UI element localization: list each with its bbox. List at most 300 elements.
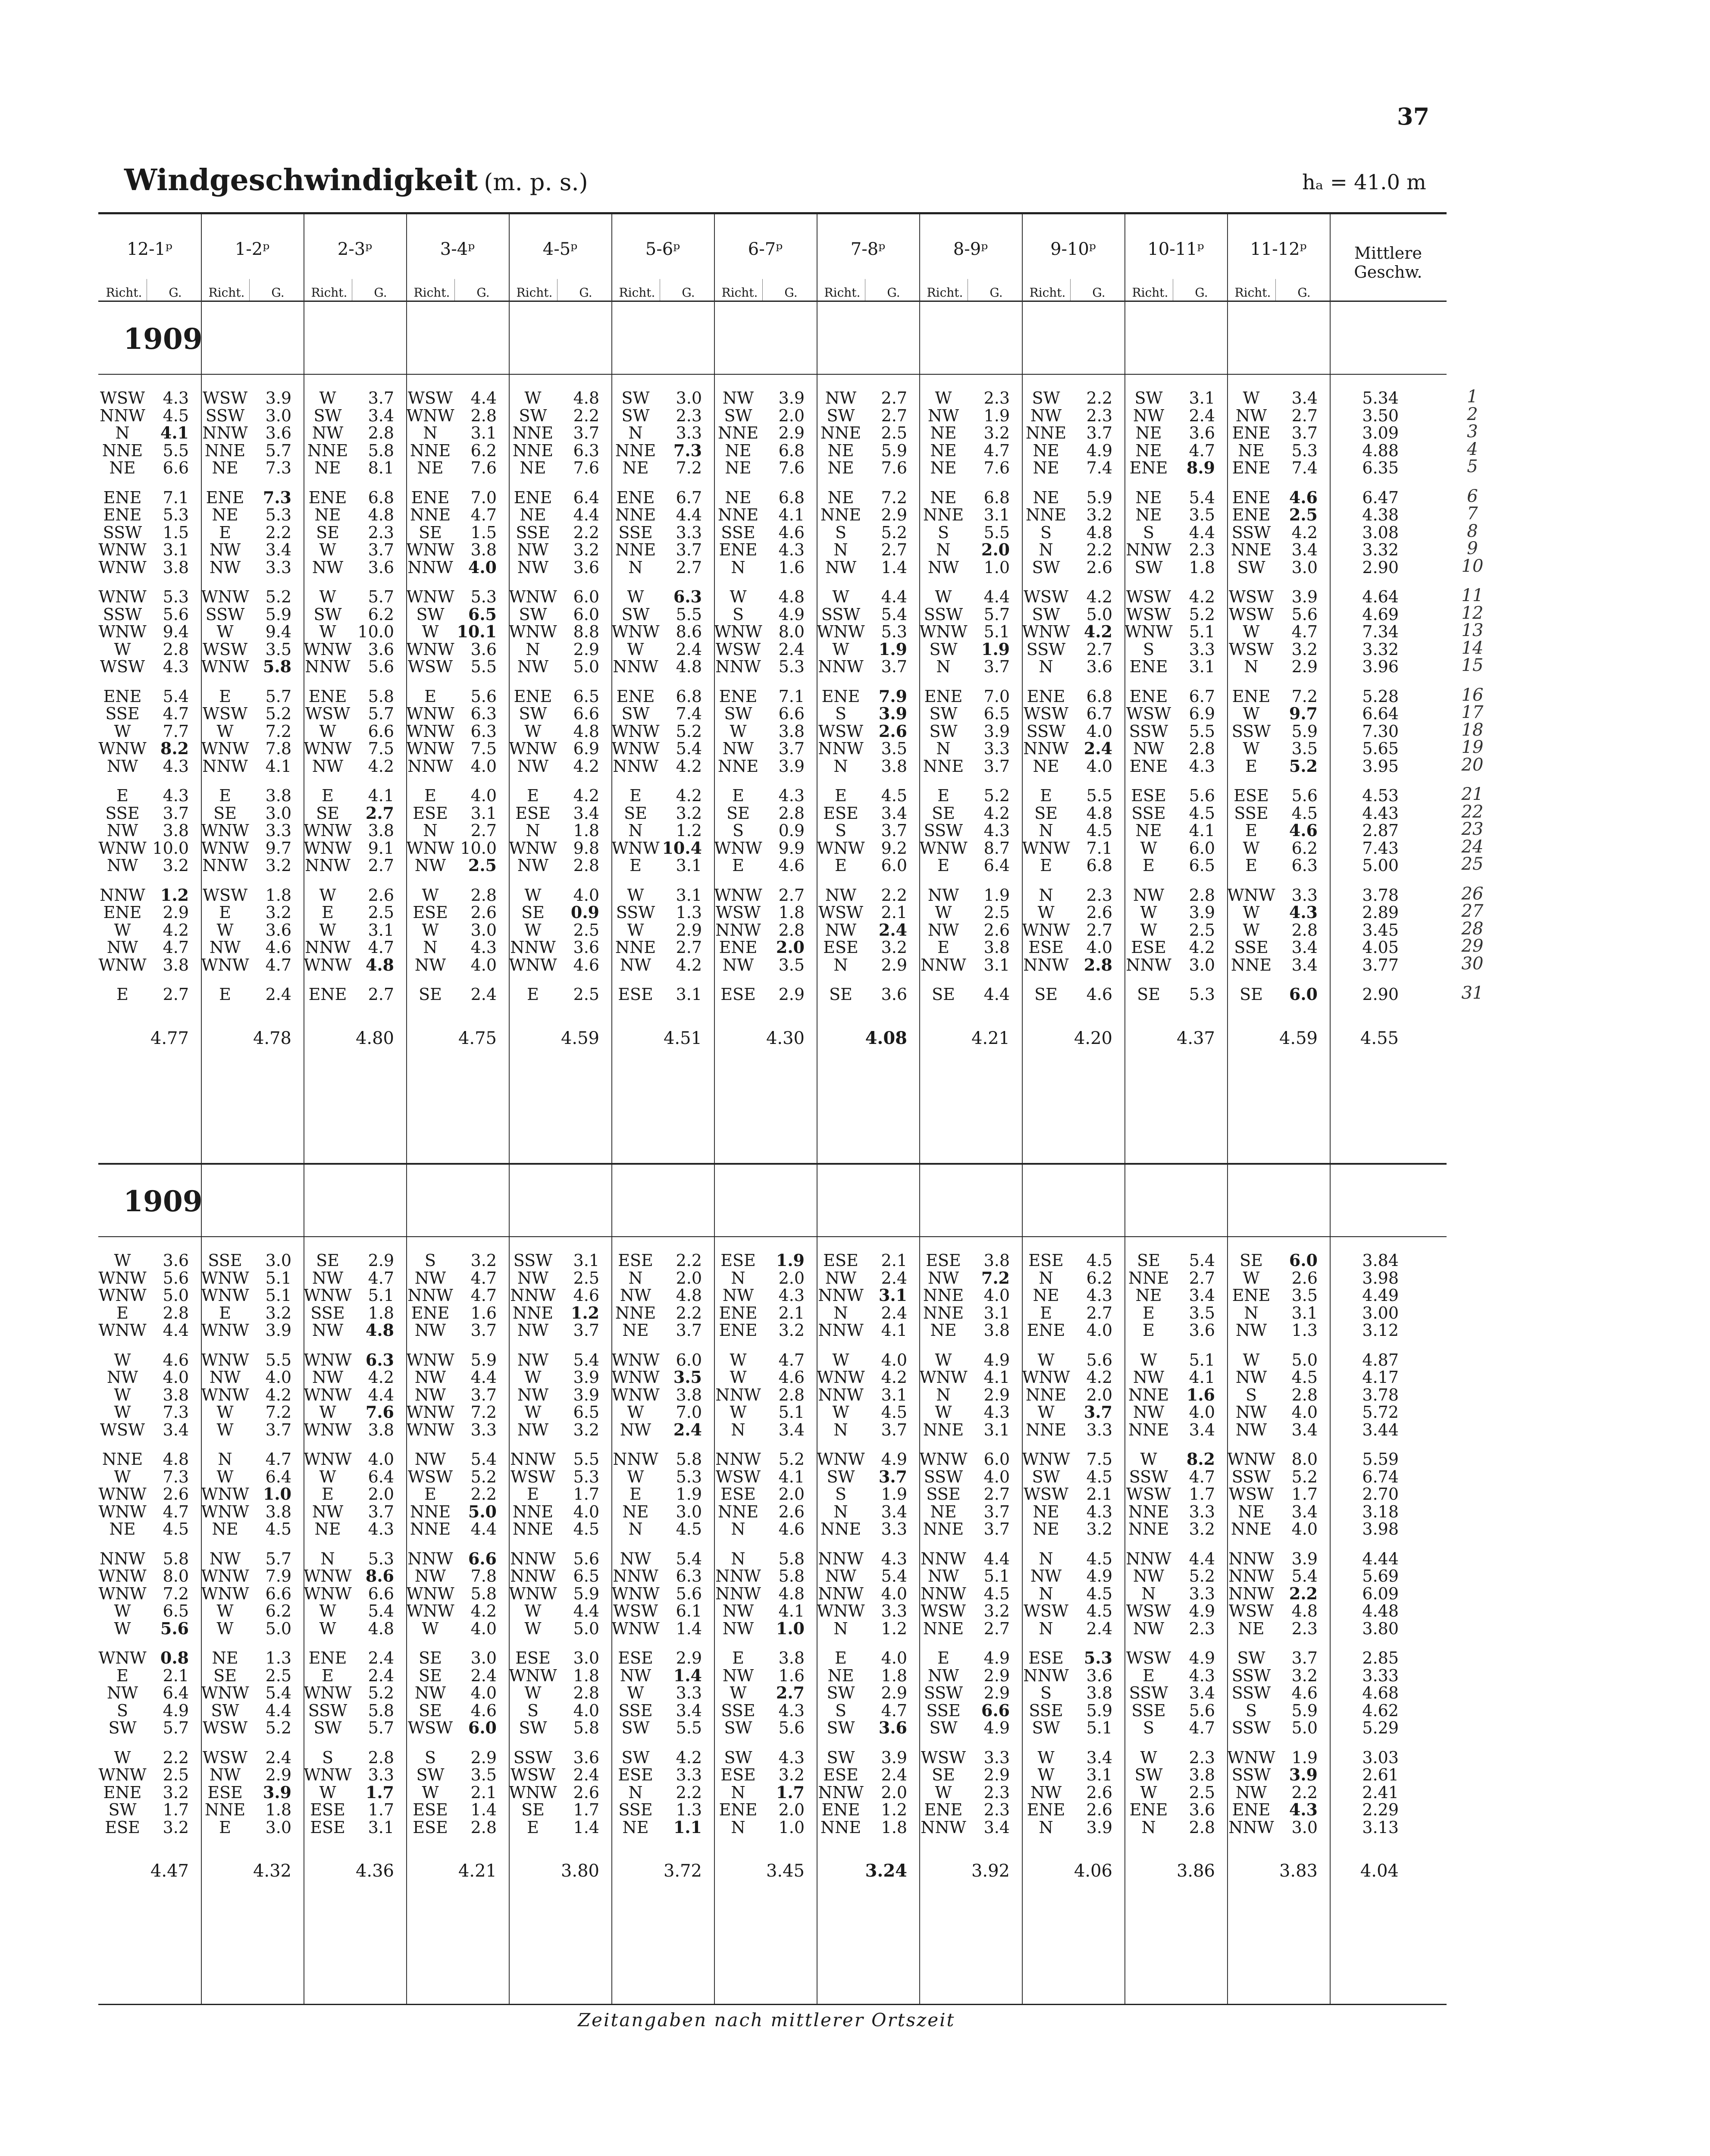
- direction-cell: NNW: [818, 1783, 864, 1802]
- sub-headers: [304, 285, 406, 300]
- direction-cell: NNE: [615, 505, 656, 524]
- direction-cell: SW: [313, 1718, 342, 1737]
- direction-cell: S: [1143, 1718, 1155, 1737]
- speed-cell: 3.1: [470, 803, 497, 823]
- speed-cell: 2.9: [983, 1765, 1010, 1784]
- direction-cell: N: [936, 739, 951, 758]
- speed-cell: 4.6: [1289, 821, 1318, 840]
- speed-cell: 1.9: [981, 639, 1010, 659]
- direction-cell: WNW: [98, 622, 147, 641]
- direction-cell: SSW: [1129, 721, 1168, 741]
- direction-cell: NE: [520, 458, 546, 477]
- speed-cell: 5.0: [573, 1619, 599, 1638]
- direction-cell: WSW: [1023, 1485, 1069, 1504]
- speed-cell: 2.7: [368, 985, 394, 1004]
- speed-cell: 3.8: [163, 558, 189, 577]
- direction-cell: E: [937, 856, 949, 875]
- direction-cell: NE: [1033, 1502, 1059, 1521]
- direction-cell: WNW: [201, 739, 249, 758]
- direction-cell: SW: [724, 1718, 752, 1737]
- direction-cell: ENE: [308, 985, 347, 1004]
- speed-cell: 6.0: [573, 605, 599, 624]
- direction-cell: NNE: [410, 441, 451, 460]
- direction-cell: NNE: [512, 1520, 554, 1539]
- mean-cell: 4.53: [1362, 786, 1399, 805]
- speed-cell: 1.2: [881, 1619, 907, 1638]
- table-row: [98, 804, 1447, 822]
- speed-cell: 3.2: [163, 1783, 189, 1802]
- speed-cell: 3.2: [778, 1321, 805, 1340]
- direction-cell: NNW: [1228, 1584, 1274, 1603]
- direction-cell: WNW: [201, 1286, 249, 1305]
- speed-cell: 2.6: [470, 903, 497, 922]
- direction-cell: W: [422, 622, 439, 641]
- speed-cell: 3.5: [1189, 1303, 1215, 1322]
- average-cell: 4.21: [458, 1861, 497, 1881]
- direction-cell: S: [1245, 1701, 1257, 1720]
- direction-cell: WNW: [304, 1584, 352, 1603]
- direction-cell: W: [216, 622, 234, 641]
- direction-cell: WNW: [98, 1286, 147, 1305]
- sub-headers: [714, 285, 817, 300]
- direction-cell: S: [732, 605, 744, 624]
- direction-cell: N: [731, 1783, 745, 1802]
- speed-cell: 5.5: [1086, 786, 1112, 805]
- speed-cell: 3.7: [573, 423, 599, 442]
- speed-cell: 4.3: [778, 1748, 805, 1767]
- speed-cell: 5.2: [1291, 1467, 1318, 1486]
- speed-cell: 4.2: [881, 1368, 907, 1387]
- direction-cell: SSW: [1026, 721, 1066, 741]
- direction-cell: SW: [929, 639, 958, 659]
- direction-cell: SSE: [310, 1303, 345, 1322]
- direction-cell: W: [524, 1601, 542, 1620]
- direction-cell: SE: [932, 803, 955, 823]
- speed-cell: 7.3: [673, 440, 702, 460]
- direction-cell: N: [731, 1818, 745, 1837]
- direction-cell: NNW: [818, 1321, 864, 1340]
- speed-cell: 5.0: [1291, 1718, 1318, 1737]
- direction-cell: ENE: [1027, 1800, 1065, 1819]
- direction-cell: S: [835, 1701, 847, 1720]
- direction-cell: N: [1141, 1818, 1156, 1837]
- speed-cell: 2.2: [1289, 1583, 1318, 1603]
- direction-cell: ENE: [206, 488, 244, 507]
- speed-cell: 4.4: [163, 1321, 189, 1340]
- direction-cell: NW: [414, 856, 446, 875]
- speed-cell: 4.5: [881, 786, 907, 805]
- direction-cell: NW: [517, 1385, 549, 1404]
- speed-cell: 5.3: [265, 505, 291, 524]
- direction-cell: S: [732, 821, 744, 840]
- mean-cell: 2.90: [1362, 558, 1399, 577]
- speed-cell: 5.6: [163, 1268, 189, 1288]
- speed-cell: 3.2: [1086, 505, 1112, 524]
- direction-cell: W: [1037, 903, 1055, 922]
- speed-cell: 4.4: [1189, 1549, 1215, 1568]
- direction-cell: NW: [209, 558, 241, 577]
- speed-cell: 3.7: [163, 803, 189, 823]
- speed-cell: 2.7: [983, 1485, 1010, 1504]
- direction-cell: NNW: [613, 1567, 658, 1586]
- direction-cell: W: [319, 622, 336, 641]
- speed-cell: 7.1: [1086, 838, 1112, 858]
- speed-cell: 5.0: [1086, 605, 1112, 624]
- direction-cell: W: [1243, 838, 1260, 858]
- margin-row-number: 9: [1467, 539, 1478, 558]
- direction-cell: W: [1243, 389, 1260, 407]
- speed-cell: 3.0: [573, 1648, 599, 1667]
- speed-cell: 7.6: [778, 458, 805, 477]
- speed-cell: 2.8: [163, 1303, 189, 1322]
- margin-row-number: 8: [1467, 521, 1478, 541]
- direction-cell: WNW: [201, 1321, 249, 1340]
- direction-cell: W: [1243, 1268, 1260, 1288]
- speed-cell: 4.5: [1189, 803, 1215, 823]
- direction-cell: ESE: [310, 1818, 345, 1837]
- speed-cell: 10.1: [457, 622, 497, 641]
- speed-cell: 5.2: [265, 704, 291, 723]
- speed-cell: 5.0: [163, 1286, 189, 1305]
- direction-cell: SE: [932, 985, 955, 1004]
- speed-cell: 2.3: [1189, 540, 1215, 559]
- direction-cell: W: [114, 1350, 131, 1369]
- speed-cell: 3.8: [163, 821, 189, 840]
- direction-cell: E: [1245, 821, 1257, 840]
- speed-cell: 4.5: [1086, 1549, 1112, 1568]
- direction-cell: E: [1040, 1303, 1052, 1322]
- speed-cell: 6.5: [468, 604, 497, 624]
- speed-cell: 4.1: [160, 423, 189, 442]
- speed-cell: 7.6: [365, 1402, 394, 1422]
- direction-cell: NNE: [717, 1502, 759, 1521]
- direction-cell: W: [114, 1467, 131, 1486]
- speed-cell: 4.5: [1291, 1368, 1318, 1387]
- direction-cell: NE: [314, 1520, 341, 1539]
- direction-cell: ENE: [1232, 423, 1271, 442]
- direction-cell: ENE: [1129, 756, 1168, 776]
- direction-cell: WNW: [406, 1403, 454, 1422]
- direction-cell: W: [1037, 1748, 1055, 1767]
- direction-cell: E: [322, 786, 334, 805]
- table-row: [98, 705, 1447, 723]
- direction-cell: WNW: [304, 1450, 352, 1469]
- speed-cell: 3.8: [265, 1502, 291, 1521]
- speed-cell: 9.7: [265, 838, 291, 858]
- direction-cell: W: [524, 920, 542, 940]
- speed-cell: 5.2: [265, 587, 291, 606]
- speed-cell: 2.3: [368, 523, 394, 542]
- speed-cell: 4.2: [470, 1601, 497, 1620]
- speed-cell: 4.5: [1086, 821, 1112, 840]
- direction-cell: SE: [316, 523, 339, 542]
- direction-cell: WNW: [201, 821, 249, 840]
- table-row: [98, 588, 1447, 606]
- direction-cell: WNW: [98, 558, 147, 577]
- page-title: [124, 163, 588, 197]
- direction-cell: NW: [414, 1683, 446, 1702]
- direction-cell: WNW: [1227, 1450, 1275, 1469]
- direction-cell: E: [116, 1666, 128, 1685]
- hour-label: 9-10ᵖ: [1050, 239, 1096, 259]
- speed-cell: 2.9: [163, 903, 189, 922]
- average-cell: 3.24: [865, 1861, 907, 1881]
- direction-cell: NNW: [613, 657, 658, 676]
- speed-cell: 6.7: [1189, 686, 1215, 706]
- direction-cell: NW: [312, 1502, 344, 1521]
- direction-cell: W: [627, 920, 644, 940]
- speed-cell: 4.2: [573, 756, 599, 776]
- speed-cell: 3.1: [368, 1818, 394, 1837]
- speed-cell: 2.1: [163, 1666, 189, 1685]
- speed-cell: 2.6: [163, 1485, 189, 1504]
- mean-cell: 4.43: [1362, 803, 1399, 823]
- direction-cell: W: [1037, 1350, 1055, 1369]
- direction-cell: W: [1140, 903, 1157, 922]
- direction-cell: SSW: [1231, 1765, 1271, 1784]
- mean-cell: 3.95: [1362, 756, 1399, 776]
- speed-cell: 4.4: [983, 587, 1010, 606]
- direction-header: Richt.: [927, 285, 963, 300]
- direction-cell: N: [731, 1549, 745, 1568]
- direction-cell: W: [1243, 920, 1260, 940]
- direction-cell: W: [1140, 1783, 1157, 1802]
- direction-cell: N: [1039, 540, 1053, 559]
- direction-cell: SW: [1032, 558, 1060, 577]
- speed-cell: 5.8: [778, 1549, 805, 1568]
- speed-cell: 3.4: [1291, 1420, 1318, 1439]
- table-row: [98, 1783, 1447, 1802]
- direction-cell: WNW: [714, 622, 762, 641]
- speed-header: G.: [887, 285, 900, 300]
- hour-column-header: [406, 214, 509, 301]
- speed-cell: 4.0: [163, 1368, 189, 1387]
- speed-cell: 5.9: [1291, 721, 1318, 741]
- speed-cell: 1.5: [470, 523, 497, 542]
- direction-cell: WNW: [1022, 920, 1070, 940]
- direction-cell: NW: [106, 938, 138, 957]
- average-cell: 4.47: [150, 1861, 189, 1881]
- direction-cell: NW: [1133, 406, 1165, 425]
- direction-cell: ESE: [720, 1485, 756, 1504]
- speed-cell: 3.3: [881, 1601, 907, 1620]
- speed-cell: 2.8: [470, 1818, 497, 1837]
- speed-cell: 3.7: [368, 389, 394, 407]
- speed-cell: 5.9: [1086, 488, 1112, 507]
- speed-cell: 4.6: [163, 1350, 189, 1369]
- direction-cell: E: [322, 1485, 334, 1504]
- speed-cell: 3.2: [1291, 1666, 1318, 1685]
- speed-cell: 4.7: [1189, 441, 1215, 460]
- speed-cell: 4.4: [573, 505, 599, 524]
- speed-cell: 4.8: [573, 721, 599, 741]
- mean-cell: 2.61: [1362, 1765, 1399, 1784]
- speed-cell: 3.0: [470, 920, 497, 940]
- speed-cell: 5.2: [1189, 605, 1215, 624]
- sub-headers: [1022, 285, 1124, 300]
- speed-cell: 3.0: [676, 1502, 702, 1521]
- speed-cell: 3.6: [368, 558, 394, 577]
- speed-cell: 1.9: [878, 639, 907, 659]
- direction-cell: NNW: [100, 885, 145, 905]
- direction-cell: NNW: [818, 1549, 864, 1568]
- direction-cell: WNW: [611, 721, 660, 741]
- direction-header: Richt.: [516, 285, 553, 300]
- speed-cell: 3.0: [1291, 1818, 1318, 1837]
- direction-cell: S: [937, 523, 949, 542]
- speed-cell: 5.9: [470, 1350, 497, 1369]
- direction-cell: SSE: [1131, 1701, 1166, 1720]
- speed-cell: 0.8: [160, 1648, 189, 1667]
- sub-column-divider: [1275, 279, 1276, 301]
- table-row: [98, 1649, 1447, 1667]
- direction-cell: E: [322, 903, 334, 922]
- direction-cell: ESE: [823, 1765, 858, 1784]
- direction-cell: NNW: [818, 1584, 864, 1603]
- speed-cell: 1.4: [676, 1619, 702, 1638]
- speed-cell: 4.0: [470, 756, 497, 776]
- speed-cell: 3.9: [1291, 1549, 1318, 1568]
- direction-cell: W: [319, 1403, 336, 1422]
- speed-cell: 5.1: [1086, 1718, 1112, 1737]
- table-row: [98, 886, 1447, 904]
- speed-cell: 4.9: [1189, 1601, 1215, 1620]
- speed-cell: 6.6: [573, 704, 599, 723]
- speed-cell: 5.2: [368, 1683, 394, 1702]
- direction-cell: ESE: [1028, 1251, 1064, 1270]
- hour-label: 10-11ᵖ: [1147, 239, 1204, 259]
- speed-cell: 1.3: [265, 1648, 291, 1667]
- direction-cell: W: [627, 885, 644, 905]
- speed-cell: 4.2: [676, 1748, 702, 1767]
- direction-cell: S: [527, 1701, 539, 1720]
- speed-cell: 3.7: [881, 657, 907, 676]
- speed-cell: 6.2: [1291, 838, 1318, 858]
- speed-cell: 2.4: [1189, 406, 1215, 425]
- direction-cell: W: [1243, 704, 1260, 723]
- direction-cell: WNW: [304, 1765, 352, 1784]
- mean-cell: 4.48: [1362, 1601, 1399, 1620]
- speed-cell: 5.3: [778, 657, 805, 676]
- direction-cell: NNW: [305, 657, 351, 676]
- speed-cell: 1.8: [778, 903, 805, 922]
- speed-cell: 5.9: [881, 441, 907, 460]
- mean-cell: 3.50: [1362, 406, 1399, 425]
- direction-cell: WNW: [201, 1350, 249, 1369]
- direction-cell: SSE: [1029, 1701, 1063, 1720]
- table-row: [98, 856, 1447, 874]
- speed-cell: 4.7: [368, 1268, 394, 1288]
- hour-label: 1-2ᵖ: [235, 239, 270, 259]
- direction-cell: NNW: [407, 1549, 453, 1568]
- direction-cell: WNW: [98, 1567, 147, 1586]
- speed-cell: 2.5: [573, 1268, 599, 1288]
- direction-cell: SW: [519, 605, 547, 624]
- direction-cell: SW: [211, 1701, 239, 1720]
- mean-cell: 3.98: [1362, 1520, 1399, 1539]
- speed-cell: 4.0: [1291, 1520, 1318, 1539]
- average-cell: 4.77: [150, 1028, 189, 1048]
- direction-cell: W: [935, 587, 952, 606]
- speed-cell: 3.0: [265, 803, 291, 823]
- direction-cell: E: [219, 786, 231, 805]
- direction-cell: N: [628, 558, 643, 577]
- direction-cell: E: [732, 1648, 744, 1667]
- direction-cell: ESE: [823, 938, 858, 957]
- speed-cell: 0.9: [570, 903, 599, 922]
- direction-cell: W: [1243, 622, 1260, 641]
- direction-cell: ENE: [308, 1648, 347, 1667]
- direction-cell: W: [422, 1619, 439, 1638]
- direction-cell: W: [319, 389, 336, 407]
- direction-cell: SE: [419, 1666, 442, 1685]
- direction-cell: SSW: [1231, 1718, 1271, 1737]
- mean-cell: 6.74: [1362, 1467, 1399, 1486]
- speed-cell: 2.9: [676, 920, 702, 940]
- direction-cell: W: [935, 1403, 952, 1422]
- direction-cell: SSE: [105, 803, 140, 823]
- speed-cell: 7.2: [881, 488, 907, 507]
- speed-cell: 2.2: [265, 523, 291, 542]
- direction-cell: N: [1039, 1584, 1053, 1603]
- direction-cell: ENE: [1232, 1800, 1271, 1819]
- speed-cell: 2.8: [1084, 955, 1112, 975]
- title-unit: (m. p. s.): [484, 169, 588, 196]
- mean-cell: 2.89: [1362, 903, 1399, 922]
- speed-cell: 4.3: [368, 1520, 394, 1539]
- speed-cell: 3.9: [983, 721, 1010, 741]
- direction-cell: NE: [212, 1648, 238, 1667]
- speed-cell: 3.2: [983, 1601, 1010, 1620]
- speed-cell: 6.0: [1189, 838, 1215, 858]
- speed-cell: 4.9: [1189, 1648, 1215, 1667]
- speed-cell: 3.2: [265, 856, 291, 875]
- direction-header: Richt.: [619, 285, 655, 300]
- speed-cell: 8.9: [1186, 458, 1215, 477]
- speed-cell: 2.4: [878, 920, 907, 940]
- speed-cell: 3.6: [573, 938, 599, 957]
- direction-cell: SW: [827, 1748, 855, 1767]
- direction-cell: ESE: [515, 803, 551, 823]
- speed-cell: 4.4: [676, 505, 702, 524]
- direction-cell: E: [732, 856, 744, 875]
- speed-cell: 4.8: [676, 657, 702, 676]
- direction-cell: WNW: [817, 622, 865, 641]
- speed-cell: 8.6: [365, 1566, 394, 1586]
- direction-cell: SW: [621, 1718, 650, 1737]
- speed-cell: 8.7: [983, 838, 1010, 858]
- direction-cell: NE: [827, 441, 854, 460]
- speed-cell: 6.3: [470, 704, 497, 723]
- direction-cell: NW: [209, 540, 241, 559]
- direction-cell: NNE: [512, 1303, 554, 1322]
- speed-cell: 5.8: [676, 1450, 702, 1469]
- speed-cell: 3.1: [676, 985, 702, 1004]
- direction-cell: WNW: [98, 1321, 147, 1340]
- hour-label: 4-5ᵖ: [542, 239, 578, 259]
- direction-cell: ENE: [719, 686, 758, 706]
- speed-cell: 4.8: [573, 389, 599, 407]
- speed-header: G.: [476, 285, 490, 300]
- speed-cell: 4.7: [470, 505, 497, 524]
- speed-cell: 5.4: [1189, 1251, 1215, 1270]
- margin-row-number: 22: [1461, 802, 1484, 822]
- direction-cell: WSW: [407, 1718, 453, 1737]
- direction-cell: SE: [1240, 985, 1263, 1004]
- speed-cell: 2.7: [368, 856, 394, 875]
- direction-cell: WNW: [201, 1385, 249, 1404]
- direction-cell: SE: [521, 903, 545, 922]
